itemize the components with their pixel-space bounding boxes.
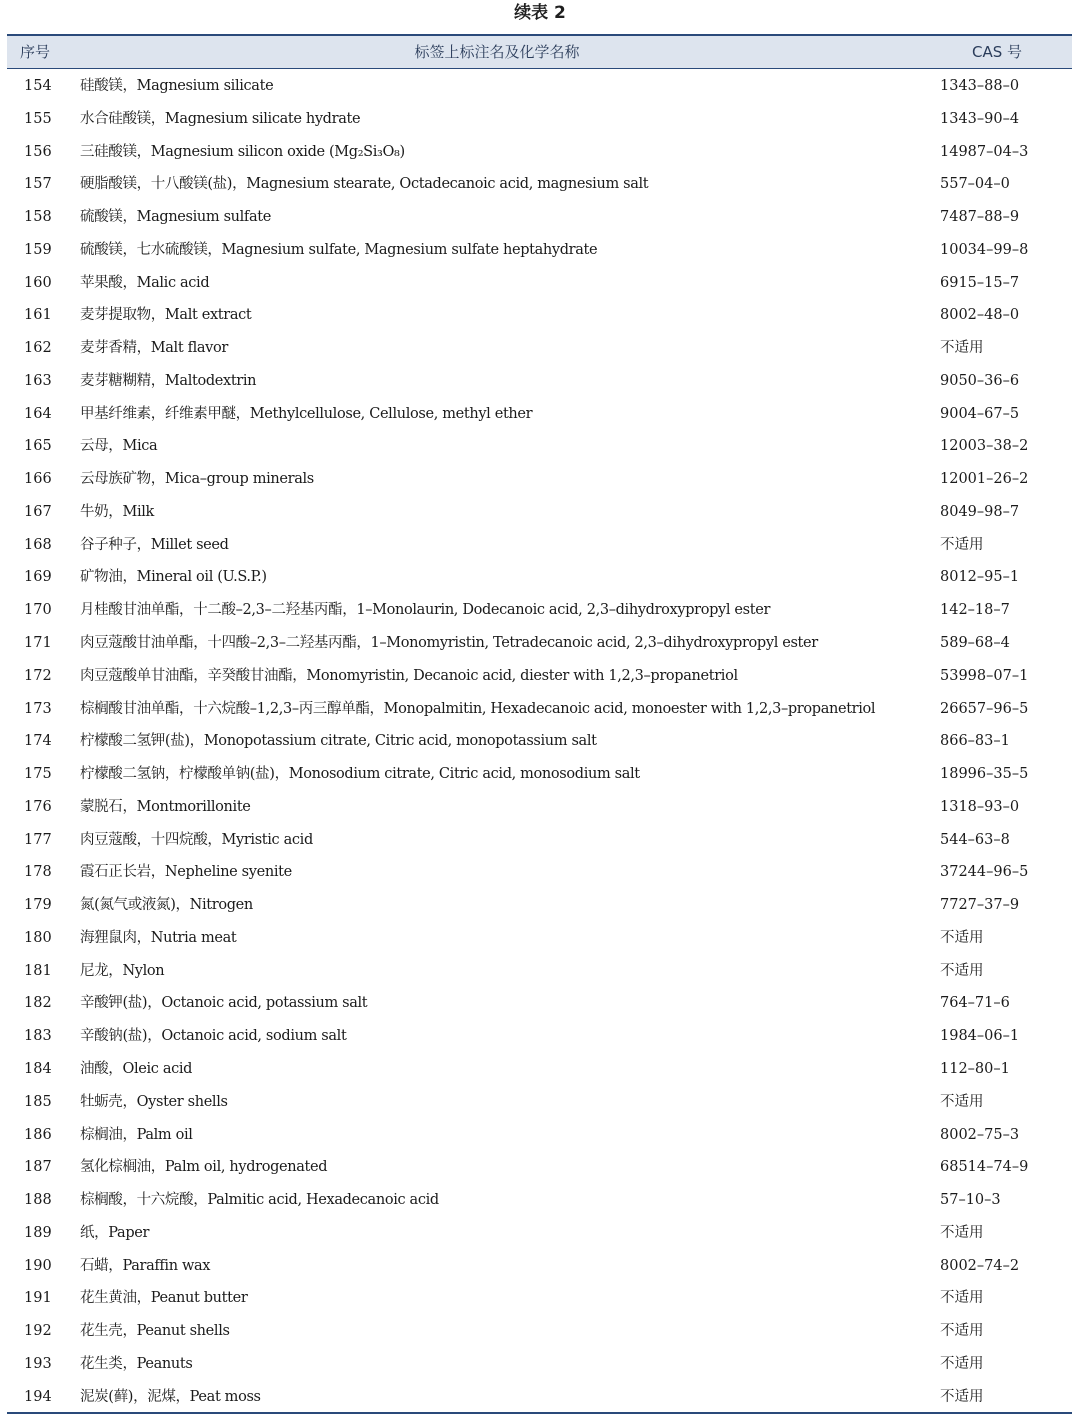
row-name: 辛酸钾(盐)，Octanoic acid, potassium salt xyxy=(80,995,368,1012)
row-number: 190 xyxy=(24,1257,52,1274)
row-number: 183 xyxy=(24,1028,52,1045)
row-name: 甲基纤维素，纤维素甲醚，Methylcellulose, Cellulose, methyl ether xyxy=(80,405,533,422)
table-row xyxy=(7,1282,1072,1315)
row-number: 181 xyxy=(24,962,52,979)
row-cas-number: 12001–26–2 xyxy=(940,471,1029,488)
row-number: 160 xyxy=(24,274,52,291)
row-cas-number: 不适用 xyxy=(940,1323,984,1340)
table-row xyxy=(7,955,1072,988)
row-name: 麦芽香精，Malt flavor xyxy=(80,340,228,357)
row-cas-number: 8002–75–3 xyxy=(940,1126,1020,1143)
row-name: 花生黄油，Peanut butter xyxy=(80,1290,248,1307)
row-number: 186 xyxy=(24,1126,52,1143)
row-name: 硫酸镁，七水硫酸镁，Magnesium sulfate, Magnesium sulfate heptahydrate xyxy=(80,241,598,258)
row-cas-number: 866–83–1 xyxy=(940,733,1010,750)
table-row xyxy=(7,1119,1072,1152)
row-number: 171 xyxy=(24,635,52,652)
row-number: 191 xyxy=(24,1290,52,1307)
table-row xyxy=(7,594,1072,627)
row-cas-number: 8002–74–2 xyxy=(940,1257,1020,1274)
row-cas-number: 142–18–7 xyxy=(940,602,1010,619)
row-number: 185 xyxy=(24,1093,52,1110)
row-number: 188 xyxy=(24,1192,52,1209)
row-name: 石蜡，Paraffin wax xyxy=(80,1257,211,1274)
row-number: 166 xyxy=(24,471,52,488)
row-number: 184 xyxy=(24,1060,52,1077)
row-name: 海狸鼠肉，Nutria meat xyxy=(80,929,237,946)
row-cas-number: 7727–37–9 xyxy=(940,897,1020,914)
table-row xyxy=(7,529,1072,562)
row-cas-number: 8012–95–1 xyxy=(940,569,1020,586)
table-row xyxy=(7,1151,1072,1184)
row-name: 辛酸钠(盐)，Octanoic acid, sodium salt xyxy=(80,1028,347,1045)
row-cas-number: 不适用 xyxy=(940,962,984,979)
row-name: 牡蛎壳，Oyster shells xyxy=(80,1093,228,1110)
row-number: 189 xyxy=(24,1224,52,1241)
row-name: 尼龙，Nylon xyxy=(80,962,165,979)
table-row xyxy=(7,758,1072,791)
row-name: 硬脂酸镁，十八酸镁(盐)，Magnesium stearate, Octadecanoic acid, magnesium salt xyxy=(80,176,649,193)
table-row xyxy=(7,987,1072,1020)
row-cas-number: 14987–04–3 xyxy=(940,143,1029,160)
row-name: 纸，Paper xyxy=(80,1224,150,1241)
row-number: 167 xyxy=(24,503,52,520)
row-cas-number: 不适用 xyxy=(940,536,984,553)
row-name: 棕榈酸，十六烷酸，Palmitic acid, Hexadecanoic acid xyxy=(80,1192,439,1209)
table-row xyxy=(7,561,1072,594)
table-row xyxy=(7,1020,1072,1053)
table-row xyxy=(7,365,1072,398)
row-name: 云母，Mica xyxy=(80,438,158,455)
table-row xyxy=(7,627,1072,660)
row-cas-number: 57–10–3 xyxy=(940,1192,1001,1209)
table-row xyxy=(7,856,1072,889)
row-number: 176 xyxy=(24,798,52,815)
row-number: 169 xyxy=(24,569,52,586)
row-name: 肉豆蔻酸甘油单酯，十四酸–2,3–二羟基丙酯，1–Monomyristin, Tetradecanoic acid, 2,3–dihydroxypropyl ester xyxy=(80,635,818,652)
row-number: 180 xyxy=(24,929,52,946)
row-name: 麦芽提取物，Malt extract xyxy=(80,307,252,324)
table-row xyxy=(7,1217,1072,1250)
table-row xyxy=(7,168,1072,201)
row-number: 156 xyxy=(24,143,52,160)
row-cas-number: 1984–06–1 xyxy=(940,1028,1020,1045)
row-name: 月桂酸甘油单酯，十二酸–2,3–二羟基丙酯，1–Monolaurin, Dodecanoic acid, 2,3–dihydroxypropyl ester xyxy=(80,602,771,619)
row-number: 168 xyxy=(24,536,52,553)
table-row xyxy=(7,136,1072,169)
row-number: 154 xyxy=(24,78,52,94)
row-cas-number: 37244–96–5 xyxy=(940,864,1029,881)
row-cas-number: 53998–07–1 xyxy=(940,667,1029,684)
table-body xyxy=(7,70,1072,1413)
row-number: 161 xyxy=(24,307,52,324)
row-number: 173 xyxy=(24,700,52,717)
row-cas-number: 不适用 xyxy=(940,929,984,946)
row-number: 172 xyxy=(24,667,52,684)
row-cas-number: 10034–99–8 xyxy=(940,241,1029,258)
row-number: 193 xyxy=(24,1355,52,1372)
table-row xyxy=(7,496,1072,529)
row-number: 187 xyxy=(24,1159,52,1176)
row-name: 花生类，Peanuts xyxy=(80,1355,193,1372)
row-number: 158 xyxy=(24,209,52,226)
row-name: 泥炭(藓)，泥煤，Peat moss xyxy=(80,1388,261,1405)
row-cas-number: 7487–88–9 xyxy=(940,209,1020,226)
table-row xyxy=(7,1250,1072,1283)
row-name: 水合硅酸镁，Magnesium silicate hydrate xyxy=(80,110,361,127)
table-row xyxy=(7,725,1072,758)
row-cas-number: 不适用 xyxy=(940,340,984,357)
row-cas-number: 9004–67–5 xyxy=(940,405,1020,422)
row-cas-number: 9050–36–6 xyxy=(940,372,1020,389)
row-name: 硅酸镁，Magnesium silicate xyxy=(80,78,274,94)
table-row xyxy=(7,1381,1072,1414)
table-row xyxy=(7,463,1072,496)
table-row xyxy=(7,299,1072,332)
row-name: 肉豆蔻酸单甘油酯，辛癸酸甘油酯，Monomyristin, Decanoic acid, diester with 1,2,3–propanetriol xyxy=(80,667,738,684)
table-row xyxy=(7,1348,1072,1381)
table-row xyxy=(7,1184,1072,1217)
row-number: 194 xyxy=(24,1388,52,1405)
row-cas-number: 不适用 xyxy=(940,1355,984,1372)
row-name: 油酸，Oleic acid xyxy=(80,1060,193,1077)
row-cas-number: 26657–96–5 xyxy=(940,700,1029,717)
row-cas-number: 112–80–1 xyxy=(940,1060,1010,1077)
table-header-rule xyxy=(7,68,1072,69)
column-header-cas: CAS 号 xyxy=(972,43,1023,61)
row-name: 柠檬酸二氢钾(盐)，Monopotassium citrate, Citric acid, monopotassium salt xyxy=(80,733,597,750)
row-number: 155 xyxy=(24,110,52,127)
row-number: 165 xyxy=(24,438,52,455)
row-name: 氮(氮气或液氮)，Nitrogen xyxy=(80,897,253,914)
row-number: 174 xyxy=(24,733,52,750)
row-number: 177 xyxy=(24,831,52,848)
table-header xyxy=(7,36,1072,68)
row-cas-number: 18996–35–5 xyxy=(940,766,1029,783)
column-header-name: 标签上标注名及化学名称 xyxy=(414,43,580,61)
row-cas-number: 764–71–6 xyxy=(940,995,1010,1012)
row-name: 柠檬酸二氢钠，柠檬酸单钠(盐)，Monosodium citrate, Citric acid, monosodium salt xyxy=(80,766,640,783)
table-row xyxy=(7,824,1072,857)
row-name: 牛奶，Milk xyxy=(80,503,154,520)
row-name: 苹果酸，Malic acid xyxy=(80,274,210,291)
row-number: 179 xyxy=(24,897,52,914)
row-name: 矿物油，Mineral oil (U.S.P.) xyxy=(80,569,267,586)
row-number: 170 xyxy=(24,602,52,619)
row-cas-number: 544–63–8 xyxy=(940,831,1010,848)
row-number: 163 xyxy=(24,372,52,389)
table-caption: 续表 2 xyxy=(514,3,566,23)
row-name: 云母族矿物，Mica–group minerals xyxy=(80,471,314,488)
row-cas-number: 68514–74–9 xyxy=(940,1159,1029,1176)
table-row xyxy=(7,201,1072,234)
table-row xyxy=(7,889,1072,922)
row-cas-number: 1318–93–0 xyxy=(940,798,1020,815)
table-bottom-rule xyxy=(7,1412,1072,1414)
row-number: 192 xyxy=(24,1323,52,1340)
row-number: 175 xyxy=(24,766,52,783)
row-cas-number: 不适用 xyxy=(940,1388,984,1405)
table-row xyxy=(7,234,1072,267)
row-name: 霞石正长岩，Nepheline syenite xyxy=(80,864,292,881)
row-cas-number: 6915–15–7 xyxy=(940,274,1020,291)
table-row xyxy=(7,660,1072,693)
table-row xyxy=(7,267,1072,300)
row-cas-number: 不适用 xyxy=(940,1093,984,1110)
row-cas-number: 1343–88–0 xyxy=(940,78,1020,94)
row-name: 花生壳，Peanut shells xyxy=(80,1323,230,1340)
row-name: 肉豆蔻酸，十四烷酸，Myristic acid xyxy=(80,831,313,848)
row-number: 162 xyxy=(24,340,52,357)
table-row xyxy=(7,430,1072,463)
row-name: 硫酸镁，Magnesium sulfate xyxy=(80,209,271,226)
row-cas-number: 589–68–4 xyxy=(940,635,1010,652)
row-name: 谷子种子，Millet seed xyxy=(80,536,229,553)
row-name: 麦芽糖糊精，Maltodextrin xyxy=(80,372,257,389)
row-number: 182 xyxy=(24,995,52,1012)
table-row xyxy=(7,1086,1072,1119)
row-name: 蒙脱石，Montmorillonite xyxy=(80,798,251,815)
row-cas-number: 8049–98–7 xyxy=(940,503,1020,520)
row-number: 157 xyxy=(24,176,52,193)
table-row xyxy=(7,791,1072,824)
row-cas-number: 12003–38–2 xyxy=(940,438,1029,455)
table-row xyxy=(7,1053,1072,1086)
row-cas-number: 1343–90–4 xyxy=(940,110,1020,127)
table-row xyxy=(7,332,1072,365)
table-row xyxy=(7,398,1072,431)
row-number: 164 xyxy=(24,405,52,422)
row-cas-number: 8002–48–0 xyxy=(940,307,1020,324)
row-number: 178 xyxy=(24,864,52,881)
row-cas-number: 不适用 xyxy=(940,1290,984,1307)
table-row xyxy=(7,103,1072,136)
table-row xyxy=(7,922,1072,955)
row-cas-number: 不适用 xyxy=(940,1224,984,1241)
row-number: 159 xyxy=(24,241,52,258)
table-row xyxy=(7,1315,1072,1348)
table-row xyxy=(7,70,1072,103)
row-name: 氢化棕榈油，Palm oil, hydrogenated xyxy=(80,1159,328,1176)
table-row xyxy=(7,693,1072,726)
row-cas-number: 557–04–0 xyxy=(940,176,1010,193)
row-name: 棕榈酸甘油单酯，十六烷酸–1,2,3–丙三醇单酯，Monopalmitin, Hexadecanoic acid, monoester with 1,2,3–propanetriol xyxy=(80,700,876,717)
row-name: 三硅酸镁，Magnesium silicon oxide (Mg₂Si₃O₈) xyxy=(80,143,405,160)
row-name: 棕榈油，Palm oil xyxy=(80,1126,193,1143)
column-header-number: 序号 xyxy=(20,43,51,61)
